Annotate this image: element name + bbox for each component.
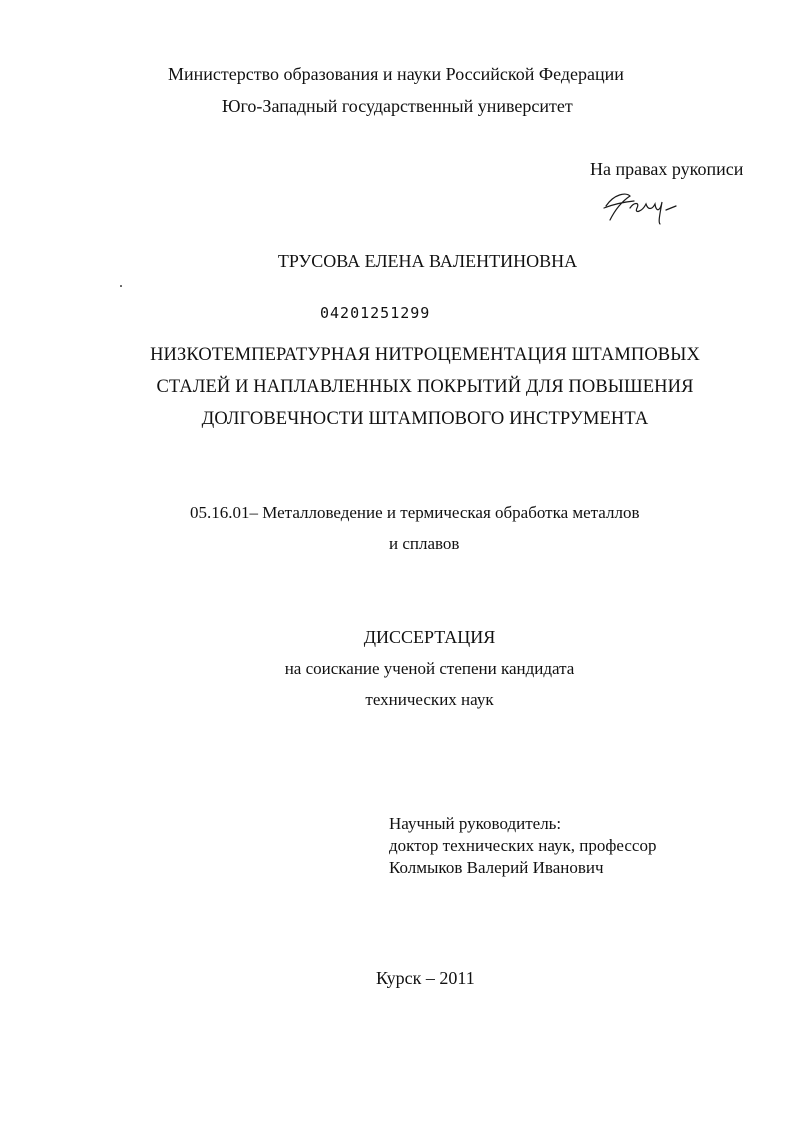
work-type-heading: ДИССЕРТАЦИЯ	[363, 627, 496, 647]
university-name: Юго-Западный государственный университет	[222, 96, 573, 116]
supervisor-block	[389, 813, 656, 879]
specialty-code-line: 05.16.01– Металловедение и термическая обработка металлов	[190, 503, 640, 522]
ministry-name: Министерство образования и науки Российской Федерации	[168, 64, 624, 84]
scan-speck	[120, 285, 122, 287]
supervisor-name: Колмыков Валерий Иванович	[389, 858, 604, 877]
degree-sought-line-1: на соискание ученой степени кандидата	[284, 659, 575, 678]
author-name: ТРУСОВА ЕЛЕНА ВАЛЕНТИНОВНА	[277, 251, 578, 271]
degree-sought-line-2: технических наук	[365, 690, 494, 709]
place-and-year: Курск – 2011	[376, 968, 475, 988]
dissertation-title-line-2: СТАЛЕЙ И НАПЛАВЛЕННЫХ ПОКРЫТИЙ ДЛЯ ПОВЫШЕНИЯ	[156, 377, 694, 397]
specialty-continuation: и сплавов	[389, 534, 460, 553]
dissertation-title-line-3: ДОЛГОВЕЧНОСТИ ШТАМПОВОГО ИНСТРУМЕНТА	[201, 409, 649, 429]
supervisor-degree: доктор технических наук, профессор	[389, 836, 657, 855]
manuscript-rights-note: На правах рукописи	[590, 159, 744, 179]
supervisor-label: Научный руководитель:	[389, 814, 562, 833]
serial-number: 04201251299	[320, 304, 431, 322]
dissertation-title-line-1: НИЗКОТЕМПЕРАТУРНАЯ НИТРОЦЕМЕНТАЦИЯ ШТАМПОВЫХ	[150, 345, 700, 365]
handwritten-signature	[600, 186, 690, 226]
